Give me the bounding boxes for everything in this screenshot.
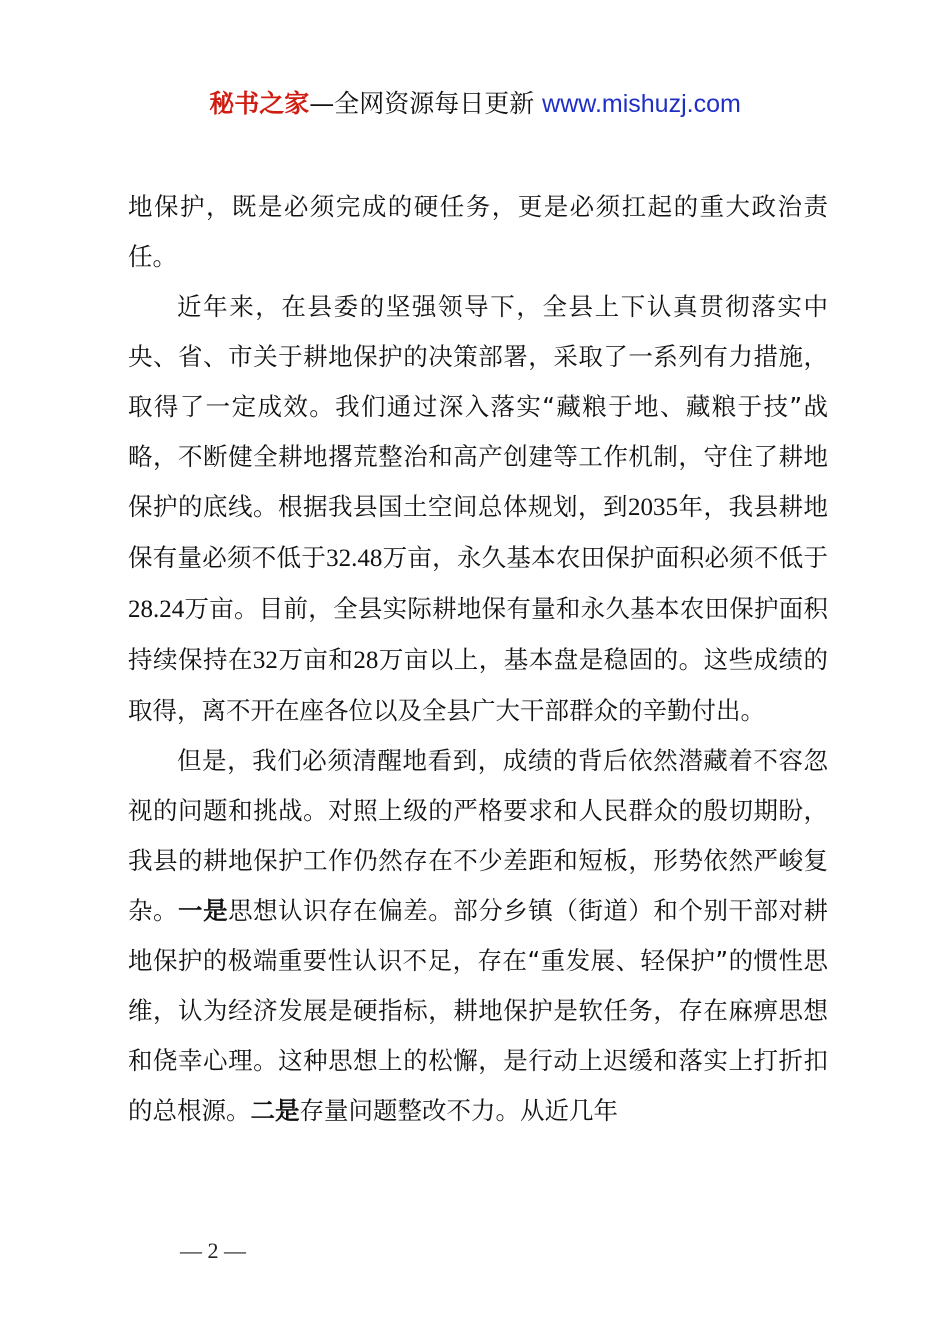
actual-farmland-number: 32	[252, 647, 278, 674]
point-one-label: 一是	[178, 896, 229, 925]
paragraph-2-text-3: 万亩，永久基本农田保护面积必须不低于	[382, 543, 828, 572]
paragraph-2-text-6: 万亩以上，基本盘是稳固的。这些成绩的取得，离不开在座各位以及全县广大干部群众的辛勤付出。	[128, 645, 829, 725]
basic-farmland-target-number: 28.24	[128, 596, 185, 623]
paragraph-1-text: 地保护，既是必须完成的硬任务，更是必须扛起的重大政治责任。	[128, 192, 828, 271]
paragraph-3-text-3: 存量问题整改不力。从近几年	[299, 1096, 618, 1125]
page-number: — 2 —	[180, 1238, 246, 1263]
document-body	[128, 182, 828, 1136]
paragraph-2-text-5: 万亩和	[277, 645, 354, 674]
brand-name: 秘书之家	[209, 89, 310, 118]
point-two-label: 二是	[250, 1096, 300, 1125]
year-number: 2035	[628, 494, 678, 521]
paragraph-2-text-4: 万亩。目前，全县实际耕地保有量和永久基本农田保护面积持续保持在	[128, 594, 828, 674]
paragraph-2	[128, 282, 828, 736]
header-tagline: —全网资源每日更新	[309, 89, 543, 118]
paragraph-2-text-1: 近年来，在县委的坚强领导下，全县上下认真贯彻落实中央、省、市关于耕地保护的决策部署，采取了一系列有力措施，取得了一定成效。我们通过深入落实“藏粮于地、藏粮于技”战略，不断健全耕地撂荒整治和高产创建等工作机制，守住了耕地保护的底线。根据我县国土空间总体规划，到	[128, 292, 828, 521]
paragraph-3	[128, 736, 828, 1136]
actual-basic-farmland-number: 28	[353, 647, 379, 674]
site-header	[0, 86, 950, 122]
paragraph-2-text-2: 年，我县耕地保有量必须不低于	[128, 492, 828, 572]
paragraph-1	[128, 182, 828, 282]
site-url-link[interactable]: www.mishuzj.com	[542, 90, 741, 118]
farmland-target-number: 32.48	[326, 545, 383, 572]
paragraph-3-text-1: 但是，我们必须清醒地看到，成绩的背后依然潜藏着不容忽视的问题和挑战。对照上级的严格要求和人民群众的殷切期盼，我县的耕地保护工作仍然存在不少差距和短板，形势依然严峻复杂。	[128, 746, 828, 925]
paragraph-3-text-2: 思想认识存在偏差。部分乡镇（街道）和个别干部对耕地保护的极端重要性认识不足，存在“重发展、轻保护”的惯性思维，认为经济发展是硬指标，耕地保护是软任务，存在麻痹思想和侥幸心理。这种思想上的松懈，是行动上迟缓和落实上打折扣的总根源。	[128, 896, 829, 1125]
